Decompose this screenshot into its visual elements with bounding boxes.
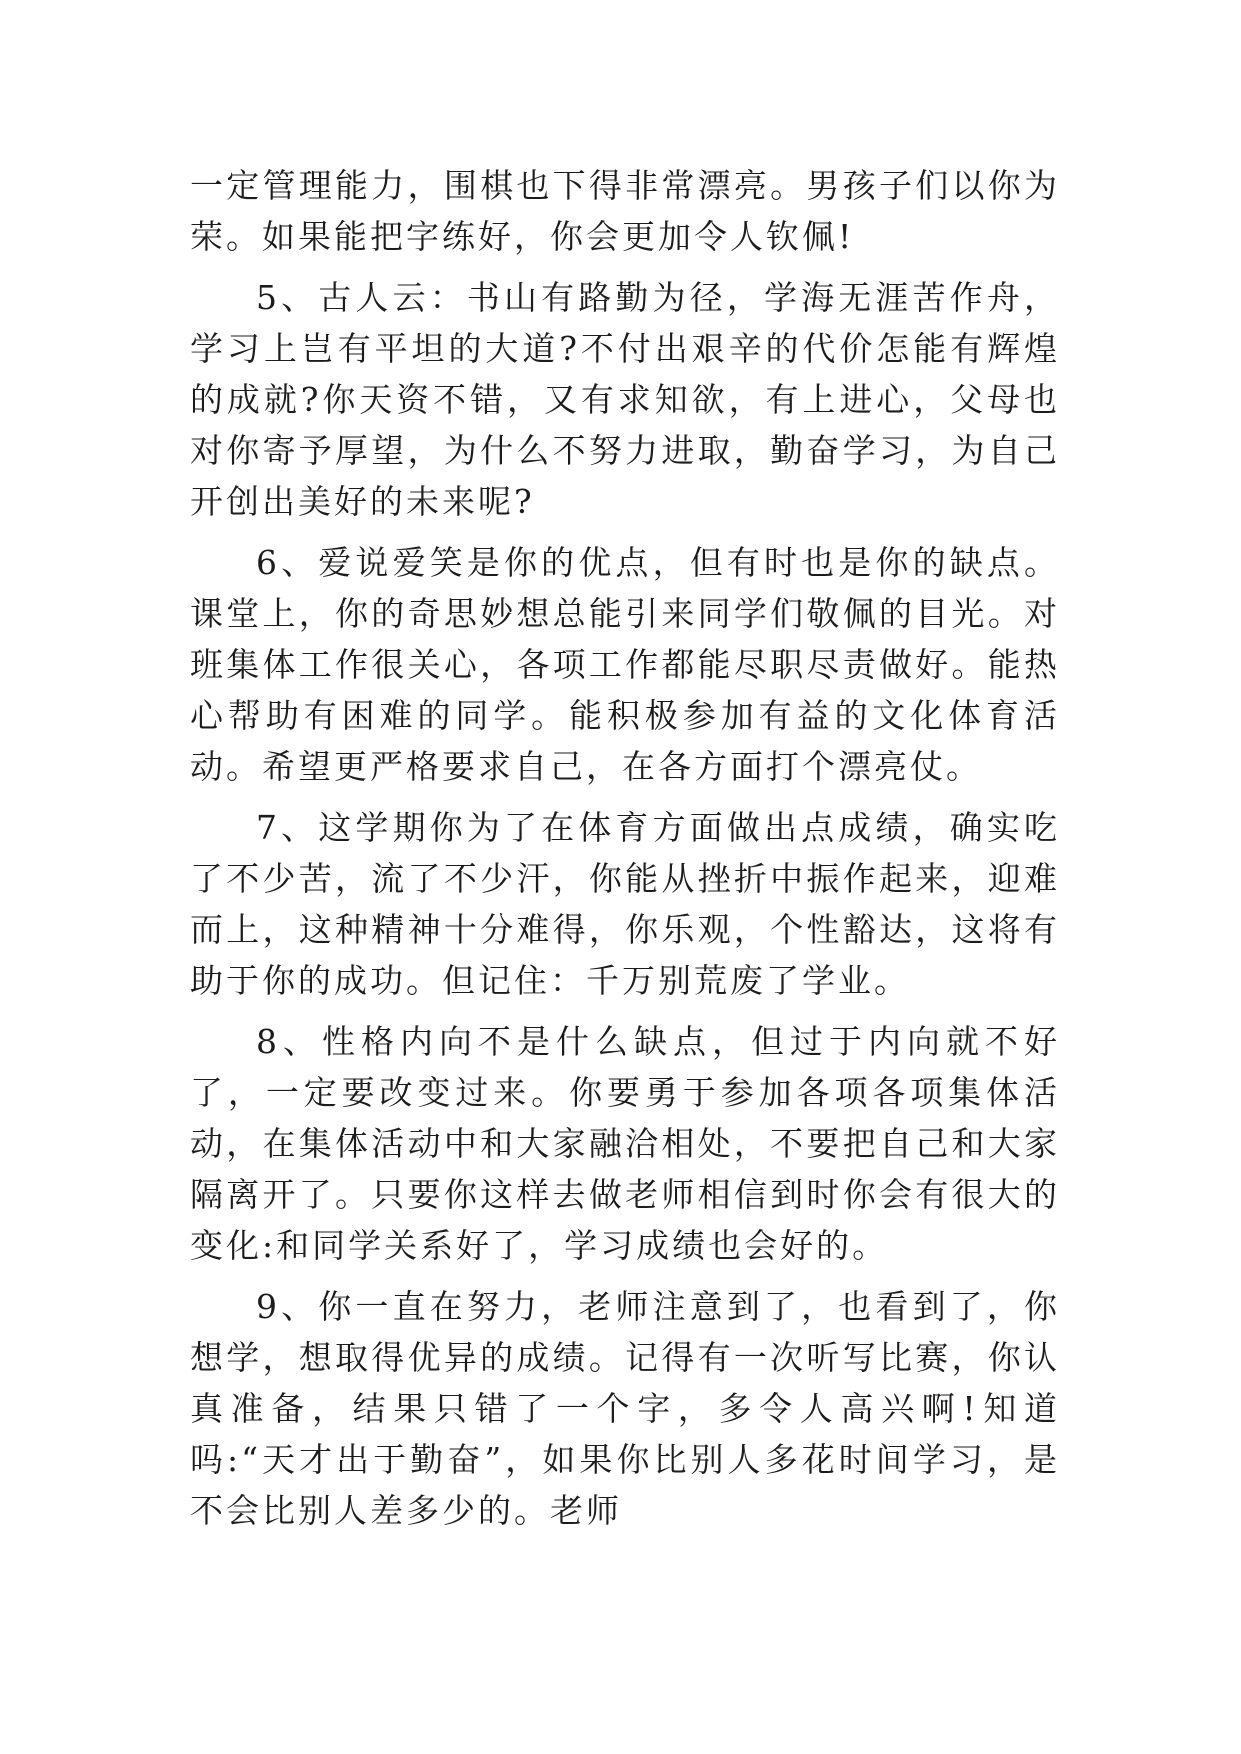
paragraph-item-9: 9、你一直在努力，老师注意到了，也看到了，你想学，想取得优异的成绩。记得有一次听写比赛，你认真准备，结果只错了一个字，多令人高兴啊!知道吗:“天才出于勤奋”，如果你比别人多花时间学习，是不会比别人差多少的。老师	[190, 1287, 1060, 1530]
document-body	[190, 160, 1060, 1546]
paragraph-item-8: 8、性格内向不是什么缺点，但过于内向就不好了，一定要改变过来。你要勇于参加各项各项集体活动，在集体活动中和大家融洽相处，不要把自己和大家隔离开了。只要你这样去做老师相信到时你会有很大的变化:和同学关系好了，学习成绩也会好的。	[190, 1022, 1060, 1265]
paragraph-continued: 一定管理能力，围棋也下得非常漂亮。男孩子们以你为荣。如果能把字练好，你会更加令人钦佩!	[190, 166, 1060, 256]
paragraph-item-5: 5、古人云：书山有路勤为径，学海无涯苦作舟，学习上岂有平坦的大道?不付出艰辛的代价怎能有辉煌的成就?你天资不错，又有求知欲，有上进心，父母也对你寄予厚望，为什么不努力进取，勤奋学习，为自己开创出美好的未来呢?	[190, 278, 1060, 521]
paragraph-item-7: 7、这学期你为了在体育方面做出点成绩，确实吃了不少苦，流了不少汗，你能从挫折中振作起来，迎难而上，这种精神十分难得，你乐观，个性豁达，这将有助于你的成功。但记住：千万别荒废了学业。	[190, 808, 1060, 1000]
paragraph-item-6: 6、爱说爱笑是你的优点，但有时也是你的缺点。课堂上，你的奇思妙想总能引来同学们敬佩的目光。对班集体工作很关心，各项工作都能尽职尽责做好。能热心帮助有困难的同学。能积极参加有益的文化体育活动。希望更严格要求自己，在各方面打个漂亮仗。	[190, 543, 1060, 786]
